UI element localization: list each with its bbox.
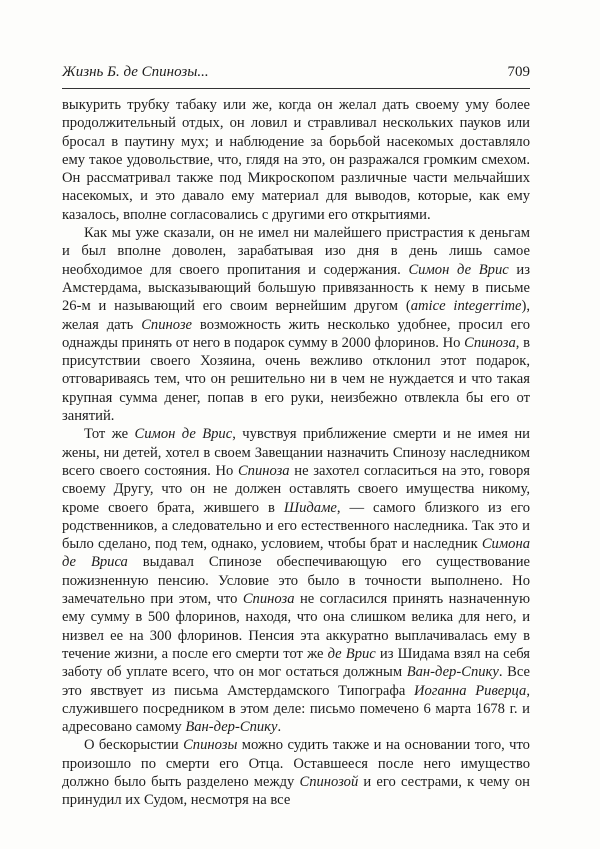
paragraph (62, 736, 530, 809)
text-run: , чувствуя приближение смерти и не имея ни жены, ни детей, хотел в своем Завещании назначить Спинозу наследником всего своего состояния. Но (62, 426, 530, 479)
text-run: выдавал Спинозе обеспечивающую его существование пожизненную пенсию. Условие это было в точности выполнено. Но замечательно при этом, что (62, 554, 531, 608)
text-run: и его сестрами, к чему он принудил их Судом, несмотря на все (62, 773, 530, 809)
page-number: 709 (507, 64, 530, 80)
text-run: Тот же (84, 426, 135, 443)
text-run: из Шидама взял на себя заботу об уплате всего, что он мог остаться должным (62, 645, 530, 681)
italic-text: Симон де Врис (134, 426, 233, 443)
paragraph (62, 96, 530, 224)
text-run: не согласился принять назначенную ему сумму в 500 флоринов, находя, что она слишком велика для него, и низвел ее на 300 флоринов. Пенсия эта аккуратно выплачивалась ему в течение жизни, а после его смерти тот же (62, 591, 530, 662)
text-run: , в присутствии своего Хозяина, очень вежливо отклонил этот подарок, отговариваясь тем, что он решительно ни в чем не нуждается и что такая крупная сумма денег, попав в его руки, неизбежно отвлекла бы его от занятий. (62, 334, 530, 425)
italic-text: Спинозе (141, 316, 193, 333)
running-title: Жизнь Б. де Спинозы... (62, 64, 209, 80)
italic-text: де Врис (327, 645, 376, 662)
running-header (62, 64, 530, 81)
paragraph (62, 425, 530, 736)
italic-text: Ван-дер-Спику (406, 664, 499, 681)
text-run: , служившего посредником в этом деле: письмо помечено 6 марта 1678 г. и адресовано самому (62, 682, 530, 736)
italic-text: amice integerrime (410, 298, 522, 315)
text-run: не захотел согласиться на это, говоря своему Другу, что он не должен оставлять своего имущества никому, кроме своего брата, жившего в (62, 462, 530, 516)
italic-text: Спинозы (183, 737, 238, 754)
italic-text: Спинозой (299, 773, 359, 790)
text-run: возможность жить несколько удобнее, просил его однажды принять от него в подарок сумму в 2000 флоринов. Но (62, 316, 530, 351)
italic-text: Иоганна Риверца (413, 682, 527, 699)
text-run: О бескорыстии (84, 737, 184, 754)
body-text (62, 96, 530, 810)
text-run: . (277, 719, 282, 736)
italic-text: Спиноза (464, 334, 516, 351)
italic-text: Спиноза (237, 462, 290, 479)
italic-text: Шидаме (283, 499, 337, 516)
paragraph (62, 224, 530, 425)
italic-text: Симона де Вриса (62, 536, 530, 571)
italic-text: Ван-дер-Спику (185, 719, 278, 736)
italic-text: Спиноза (242, 591, 295, 608)
text-run: выкурить трубку табаку или же, когда он желал дать своему уму более продолжительный отдых, он ловил и стравливал нескольких пауков или бросал в паутину мух; и наблюдение за борьбой насекомых доставляло ему такое удовольствие, что, глядя на это, он разражался громким смехом. Он рассматривал также под Микроскопом различные части мельчайших насекомых, и это давало ему материал для выводов, которые, как ему казалось, вполне согласовались с другими его открытиями. (62, 97, 530, 223)
text-run: можно судить также и на основании того, что произошло по смерти его Отца. Оставшееся после него имущество должно было быть разделено между (62, 737, 530, 790)
text-run: Как мы уже сказали, он не имел ни малейшего пристрастия к деньгам и был вполне доволен, зарабатывая изо дня в день лишь самое необходимое для своего пропитания и содержания. (62, 225, 530, 278)
italic-text: Симон де Врис (408, 261, 509, 278)
text-run: ), желая дать (62, 298, 530, 333)
header-rule (62, 88, 530, 89)
text-run: , — самого близкого из его родственников, а следовательно и его естественного наследника. Так это и было сделано, под тем, однако, условием, чтобы брат и наследник (62, 499, 530, 553)
text-run: из Амстердама, высказывающий большую привязанность к нему в письме 26-м и называющий его своим вернейшим другом ( (62, 261, 530, 315)
text-run: . Все это явствует из письма Амстердамского Типографа (62, 664, 530, 699)
